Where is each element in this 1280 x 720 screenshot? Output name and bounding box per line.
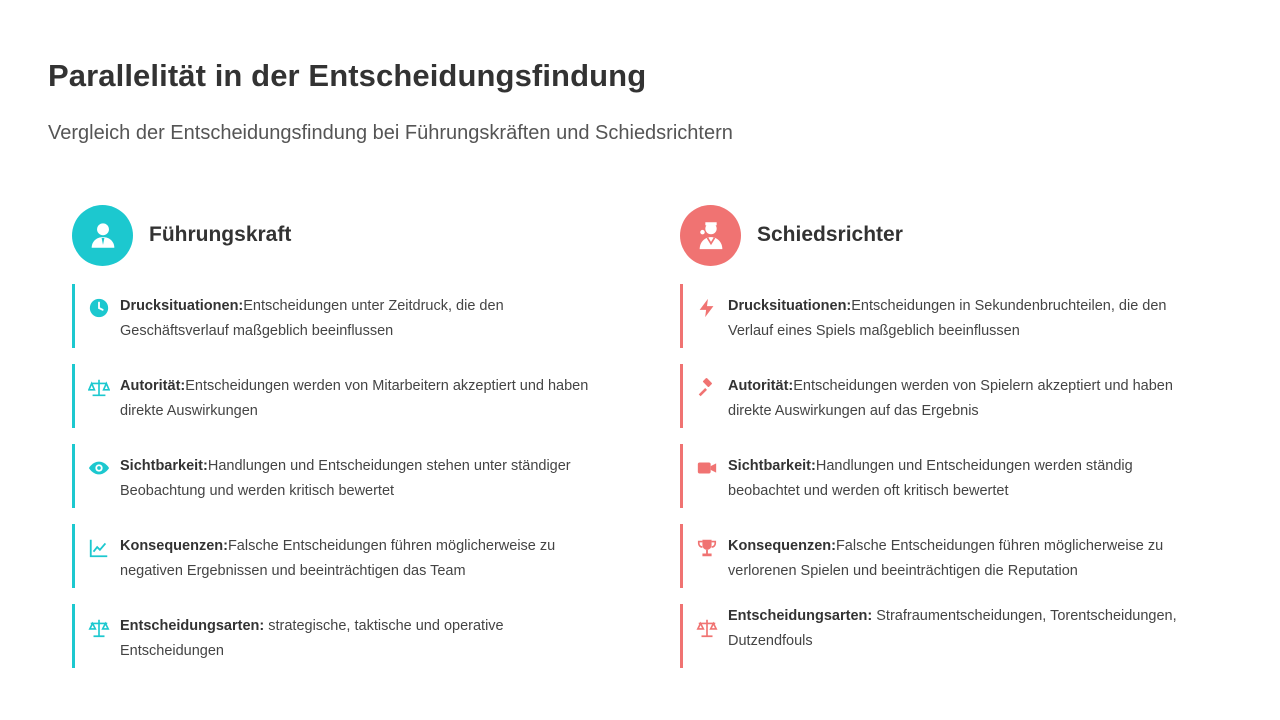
video-icon xyxy=(695,456,719,480)
eye-icon xyxy=(87,456,111,480)
item-label: Konsequenzen: xyxy=(728,538,836,554)
item-label: Drucksituationen: xyxy=(728,298,852,314)
item-text: Entscheidungen in Sekundenbruchteilen, die den Verlauf eines Spiels maßgeblich beeinflussen xyxy=(728,298,1167,339)
referee-title: Schiedsrichter xyxy=(757,223,903,246)
list-item xyxy=(680,604,1220,668)
item-label: Sichtbarkeit: xyxy=(728,458,816,474)
list-item xyxy=(72,604,612,668)
list-item xyxy=(72,284,612,348)
list-item xyxy=(72,364,612,428)
item-label: Autorität: xyxy=(120,378,186,394)
referee-icon xyxy=(680,205,741,266)
item-text: strategische, taktische und operative Entscheidungen xyxy=(120,618,504,659)
item-label: Entscheidungsarten: xyxy=(120,618,265,634)
item-text: Handlungen und Entscheidungen stehen unter ständiger Beobachtung und werden kritisch bewertet xyxy=(120,458,571,499)
item-text: Strafraumentscheidungen, Torentscheidungen, Dutzendfouls xyxy=(728,608,1177,649)
item-label: Entscheidungsarten: xyxy=(728,608,873,624)
item-text: Entscheidungen werden von Mitarbeitern akzeptiert und haben direkte Auswirkungen xyxy=(120,378,589,419)
referee-column xyxy=(680,204,1220,684)
balance-icon xyxy=(695,616,719,640)
item-text: Entscheidungen unter Zeitdruck, die den Geschäftsverlauf maßgeblich beeinflussen xyxy=(120,298,504,339)
gavel-icon xyxy=(695,376,719,400)
leader-title: Führungskraft xyxy=(149,223,292,246)
page-subtitle: Vergleich der Entscheidungsfindung bei Führungskräften und Schiedsrichtern xyxy=(48,122,733,144)
list-item xyxy=(680,364,1220,428)
list-item xyxy=(72,524,612,588)
item-text: Entscheidungen werden von Spielern akzeptiert und haben direkte Auswirkungen auf das Ergebnis xyxy=(728,378,1173,419)
clock-icon xyxy=(87,296,111,320)
item-label: Sichtbarkeit: xyxy=(120,458,208,474)
item-text: Falsche Entscheidungen führen möglicherweise zu verlorenen Spielen und beeinträchtigen die Reputation xyxy=(728,538,1164,579)
referee-header xyxy=(680,204,1220,266)
trophy-icon xyxy=(695,536,719,560)
balance-icon xyxy=(87,616,111,640)
item-text: Handlungen und Entscheidungen werden ständig beobachtet und werden oft kritisch bewertet xyxy=(728,458,1133,499)
chart-line-icon xyxy=(87,536,111,560)
item-label: Drucksituationen: xyxy=(120,298,244,314)
list-item xyxy=(680,524,1220,588)
person-icon xyxy=(72,205,133,266)
list-item xyxy=(680,444,1220,508)
list-item xyxy=(680,284,1220,348)
item-text: Falsche Entscheidungen führen möglicherweise zu negativen Ergebnissen und beeinträchtigen das Team xyxy=(120,538,556,579)
item-label: Autorität: xyxy=(728,378,794,394)
list-item xyxy=(72,444,612,508)
item-label: Konsequenzen: xyxy=(120,538,228,554)
page-title: Parallelität in der Entscheidungsfindung xyxy=(48,58,647,93)
leader-column xyxy=(72,204,612,684)
bolt-icon xyxy=(695,296,719,320)
leader-header xyxy=(72,204,612,266)
scale-icon xyxy=(87,376,111,400)
